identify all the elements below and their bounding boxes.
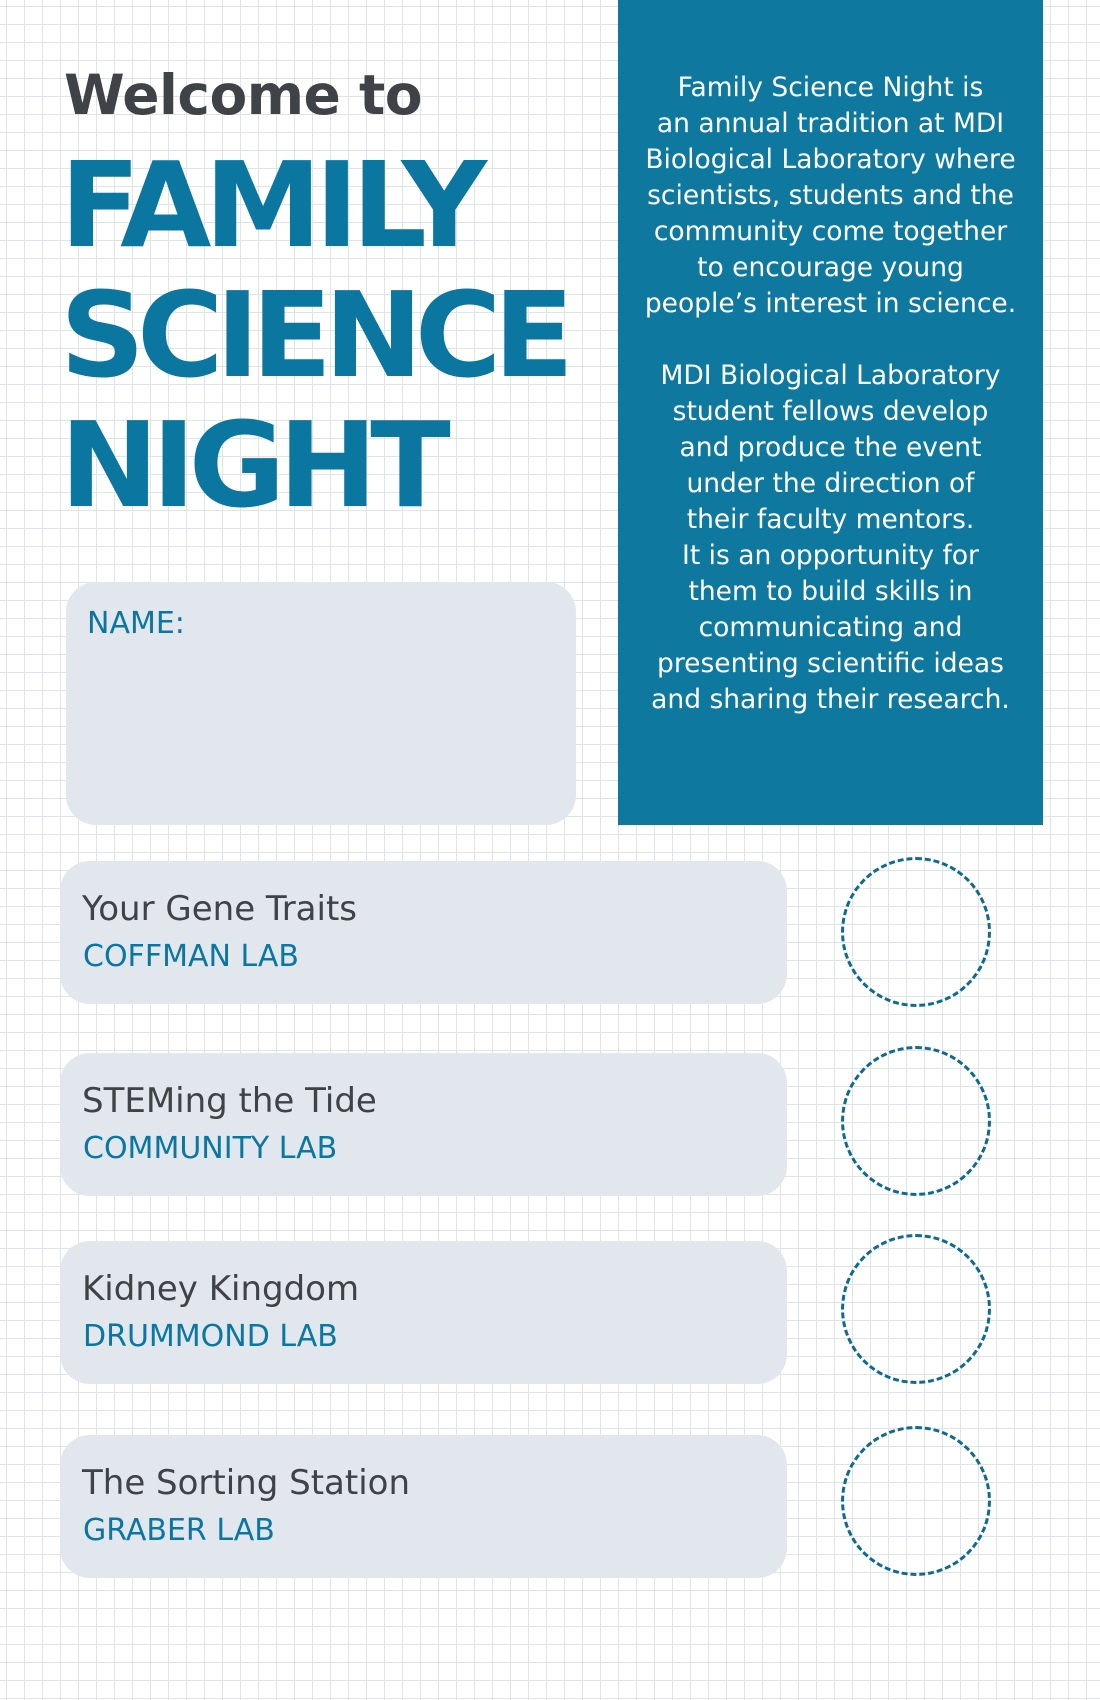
welcome-heading: Welcome to — [64, 63, 423, 127]
info-paragraph-1: Family Science Night is an annual tradition at MDI Biological Laboratory where scientists, students and the community come together to encourage young people’s interest in science. — [644, 72, 1017, 319]
station-card — [60, 1435, 787, 1578]
station-card — [60, 861, 787, 1004]
stamp-circle[interactable] — [841, 1234, 991, 1384]
name-label: NAME: — [87, 606, 185, 641]
station-lab: GRABER LAB — [83, 1513, 275, 1548]
station-lab: COMMUNITY LAB — [83, 1131, 338, 1166]
station-lab: COFFMAN LAB — [83, 939, 299, 974]
info-panel — [618, 0, 1043, 825]
station-card — [60, 1053, 787, 1196]
station-lab: DRUMMOND LAB — [83, 1319, 338, 1354]
stamp-circle[interactable] — [841, 857, 991, 1007]
title-line-family: FAMILY — [60, 136, 480, 274]
stamp-circle[interactable] — [841, 1426, 991, 1576]
station-title: The Sorting Station — [82, 1463, 410, 1503]
name-field[interactable] — [66, 582, 576, 825]
title-line-night: NIGHT — [60, 396, 444, 534]
station-title: STEMing the Tide — [82, 1081, 377, 1121]
station-card — [60, 1241, 787, 1384]
station-title: Kidney Kingdom — [82, 1269, 360, 1309]
title-line-science: SCIENCE — [60, 266, 567, 404]
info-paragraph-2: MDI Biological Laboratory student fellows develop and produce the event under the direction of their faculty mentors. It is an opportunity for them to build skills in communicating and presenting scientific ideas and sharing their research. — [651, 360, 1010, 715]
stamp-circle[interactable] — [841, 1046, 991, 1196]
station-title: Your Gene Traits — [82, 889, 358, 929]
